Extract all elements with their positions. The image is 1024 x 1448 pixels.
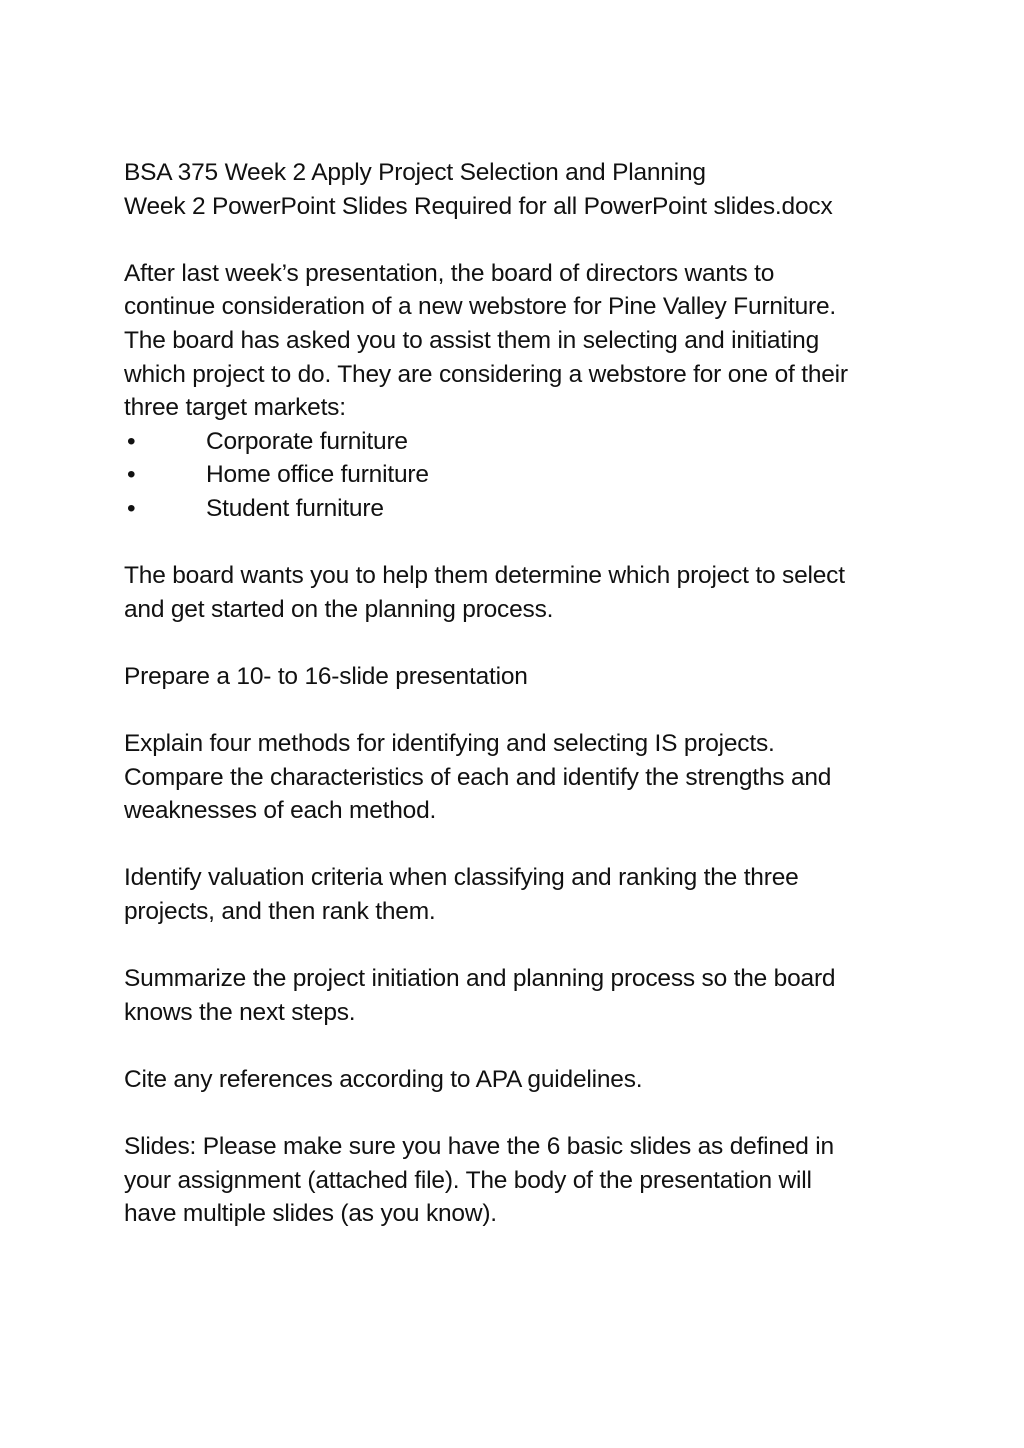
text-line: The board has asked you to assist them in selecting and initiating	[124, 326, 819, 354]
bullet-icon: •	[127, 427, 136, 455]
list-item-text: Home office furniture	[206, 461, 429, 489]
text-line: weaknesses of each method.	[124, 797, 437, 825]
paragraph-valuation	[124, 861, 924, 928]
document-title	[124, 156, 924, 223]
text-line: Cite any references according to APA guidelines.	[124, 1066, 643, 1094]
title-line: BSA 375 Week 2 Apply Project Selection and Planning	[124, 159, 706, 186]
paragraph-summarize	[124, 962, 924, 1029]
text-line: projects, and then rank them.	[124, 898, 436, 926]
text-line: Compare the characteristics of each and identify the strengths and	[124, 763, 832, 791]
text-line: After last week’s presentation, the board of directors wants to	[124, 259, 775, 287]
list-item-text: Corporate furniture	[206, 427, 408, 455]
paragraph-prepare	[124, 660, 924, 694]
paragraph-references	[124, 1063, 924, 1097]
list-item	[124, 425, 924, 459]
list-item	[124, 458, 924, 492]
paragraph-slides	[124, 1130, 924, 1231]
intro-paragraph	[124, 257, 924, 425]
text-line: three target markets:	[124, 394, 346, 422]
text-line: Explain four methods for identifying and selecting IS projects.	[124, 730, 775, 758]
text-line: continue consideration of a new webstore for Pine Valley Furniture.	[124, 293, 837, 321]
bullet-icon: •	[127, 494, 136, 522]
target-markets-list	[124, 425, 924, 526]
subtitle-line: Week 2 PowerPoint Slides Required for all PowerPoint slides.docx	[124, 192, 833, 220]
text-line: Summarize the project initiation and planning process so the board	[124, 965, 836, 993]
list-item-text: Student furniture	[206, 494, 384, 522]
text-line: your assignment (attached file). The body of the presentation will	[124, 1166, 812, 1194]
bullet-icon: •	[127, 461, 136, 489]
text-line: which project to do. They are considering a webstore for one of their	[124, 360, 848, 388]
document-body	[124, 156, 924, 1265]
text-line: Identify valuation criteria when classifying and ranking the three	[124, 864, 799, 892]
text-line: have multiple slides (as you know).	[124, 1200, 497, 1228]
text-line: Slides: Please make sure you have the 6 basic slides as defined in	[124, 1133, 834, 1161]
text-line: The board wants you to help them determine which project to select	[124, 562, 845, 590]
list-item	[124, 492, 924, 526]
text-line: and get started on the planning process.	[124, 595, 554, 623]
text-line: knows the next steps.	[124, 998, 356, 1026]
paragraph-methods	[124, 727, 924, 828]
paragraph-board-goal	[124, 559, 924, 626]
text-line: Prepare a 10- to 16-slide presentation	[124, 662, 528, 690]
